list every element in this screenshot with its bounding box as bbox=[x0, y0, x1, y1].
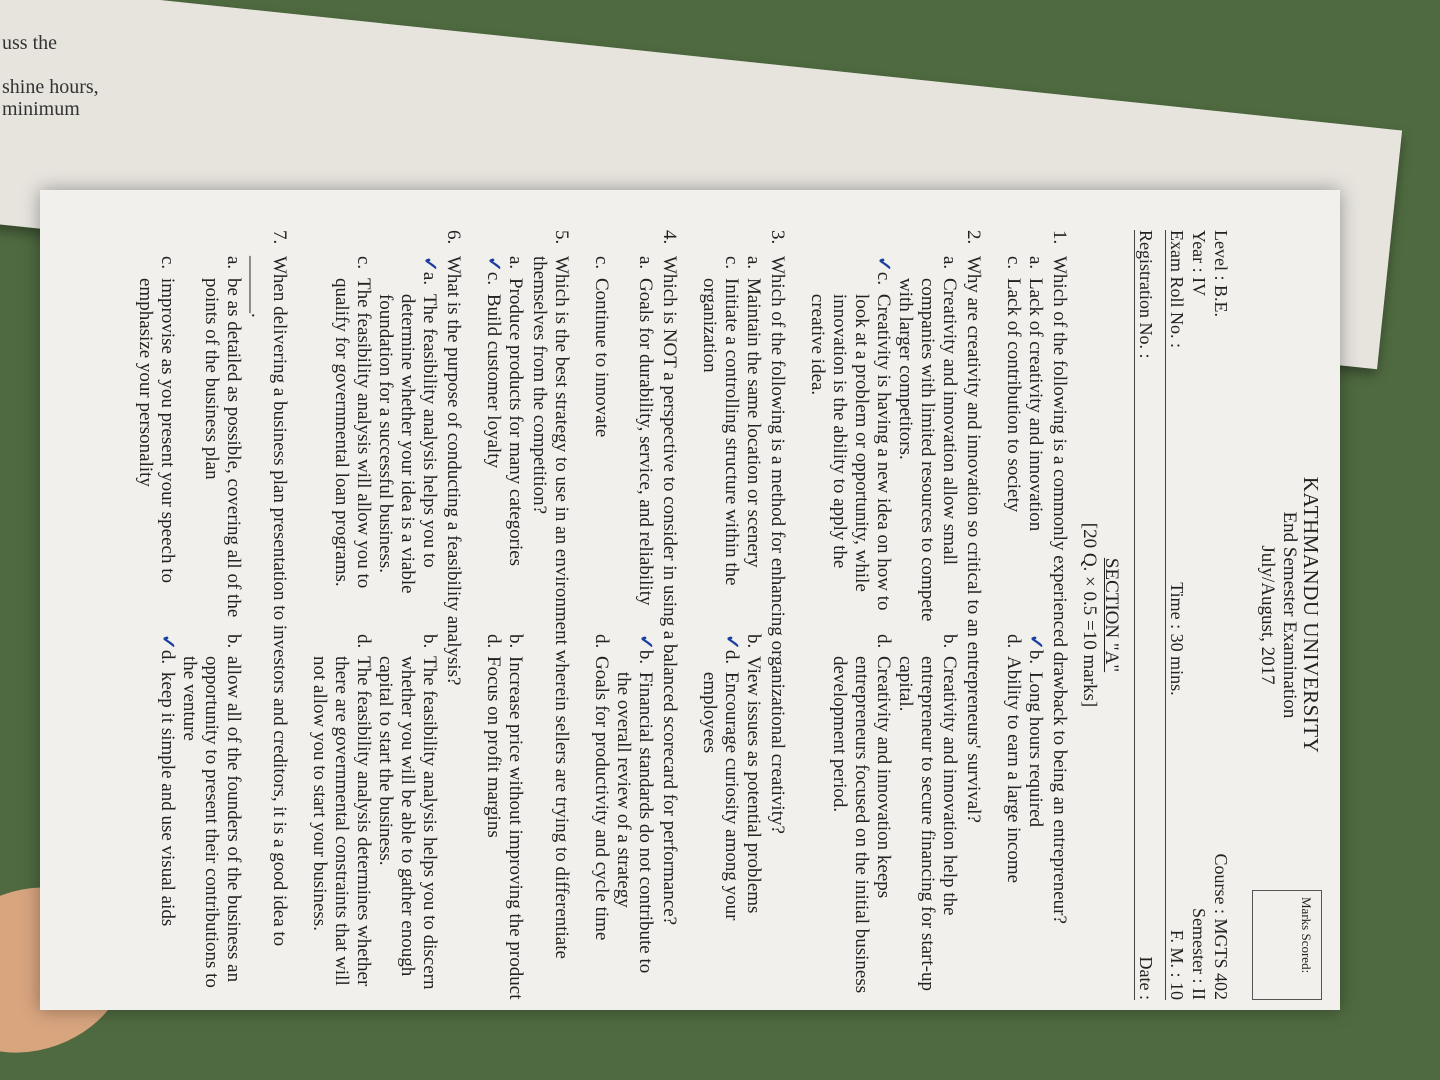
option bbox=[806, 256, 894, 622]
option bbox=[308, 634, 374, 1000]
option bbox=[612, 634, 656, 1000]
option-text: Produce products for many categories bbox=[505, 278, 526, 567]
option-letter: c. bbox=[591, 256, 612, 270]
question-number: 3. bbox=[767, 230, 788, 245]
option-text: Focus on profit margins bbox=[483, 656, 504, 838]
option-letter: c. bbox=[721, 256, 742, 270]
option-text: Encourage curiosity among your employees bbox=[699, 671, 742, 921]
option-text: be as detailed as possible, covering all of the points of the business plan bbox=[201, 278, 244, 618]
question-text: Which of the following is a method for enhancing organizational creativity? bbox=[767, 256, 788, 834]
option-text: keep it simple and use visual aids bbox=[157, 671, 178, 927]
check-icon: ✓ bbox=[873, 256, 894, 272]
option bbox=[178, 634, 244, 1000]
option-letter: b. bbox=[419, 634, 440, 649]
option-letter: a. bbox=[1025, 256, 1046, 270]
question bbox=[576, 230, 680, 1000]
option-text: Maintain the same location or scenery bbox=[743, 278, 764, 568]
question-number: 2. bbox=[963, 230, 984, 245]
option-text: allow all of the founders of the business an opportunity to present their contributions to the venture bbox=[179, 656, 244, 988]
check-icon: ✓ bbox=[483, 256, 504, 272]
option-text: Goals for durability, service, and reliability bbox=[635, 278, 656, 606]
exam-roll: Exam Roll No. : bbox=[1167, 230, 1187, 348]
question bbox=[294, 230, 464, 1000]
question-number: 7. bbox=[269, 230, 290, 245]
option bbox=[894, 634, 960, 1000]
option-letter: a. bbox=[743, 256, 764, 270]
option bbox=[612, 256, 656, 622]
option bbox=[504, 256, 526, 622]
option bbox=[698, 634, 742, 1000]
option-letter: d. bbox=[353, 634, 374, 649]
option-letter: d. bbox=[157, 649, 178, 665]
option-text: Increase price without improving the product bbox=[505, 656, 526, 1000]
course: Course : MGTS 402 bbox=[1211, 853, 1231, 1000]
option-text: Creativity and innovation keeps entrepreneurs focused on the initial business development period. bbox=[829, 656, 894, 994]
option bbox=[1002, 634, 1024, 1000]
option-letter: d. bbox=[721, 649, 742, 665]
paper-content bbox=[135, 230, 1323, 1000]
full-marks: F. M. : 10 bbox=[1167, 929, 1187, 1000]
edge-text-2: shine hours, bbox=[2, 76, 99, 98]
question-text: When delivering a business plan presentation to investors and creditors, it is a good idea to ______. bbox=[247, 256, 290, 947]
option-letter: c. bbox=[157, 256, 178, 270]
option bbox=[742, 634, 764, 1000]
option bbox=[374, 634, 440, 1000]
option bbox=[590, 634, 612, 1000]
question bbox=[684, 230, 788, 1000]
option-letter: b. bbox=[505, 634, 526, 649]
option-letter: b. bbox=[939, 634, 960, 649]
option bbox=[806, 634, 894, 1000]
option-letter: b. bbox=[223, 634, 244, 649]
exam-type: End Semester Examination bbox=[1279, 511, 1300, 719]
option-letter: d. bbox=[873, 634, 894, 649]
edge-text-3: minimum bbox=[2, 98, 80, 120]
question-number: 6. bbox=[443, 230, 464, 245]
option-text: Creativity and innovation allow small companies with limited resources to compete with larger competitors. bbox=[895, 278, 960, 622]
option bbox=[590, 256, 612, 622]
option-text: Build customer loyalty bbox=[483, 293, 504, 469]
question-text: Which is the best strategy to use in an environment wherein sellers are trying to differentiate themselves from the competition? bbox=[529, 256, 572, 959]
exam-paper bbox=[40, 190, 1340, 1010]
option-letter: c. bbox=[353, 256, 374, 270]
year: Year : IV bbox=[1189, 230, 1209, 297]
option bbox=[1024, 256, 1046, 622]
section-heading bbox=[1078, 230, 1122, 1000]
date: Date : bbox=[1136, 956, 1156, 1000]
marks-scored-box bbox=[1252, 890, 1322, 1000]
option bbox=[1024, 634, 1046, 1000]
marks-scored-label: Marks Scored: bbox=[1299, 897, 1314, 974]
option-text: Creativity is having a new idea on how to look at a problem or opportunity, while innovation is the ability to apply the creative idea. bbox=[807, 293, 894, 611]
option bbox=[698, 256, 742, 622]
option-letter: b. bbox=[1025, 649, 1046, 665]
semester: Semester : II bbox=[1189, 908, 1209, 1000]
option bbox=[1002, 256, 1024, 622]
option-text: View issues as potential problems bbox=[743, 656, 764, 914]
question-text: What is the purpose of conducting a feasibility analysis? bbox=[443, 256, 464, 686]
option-letter: d. bbox=[483, 634, 504, 649]
option-text: Goals for productivity and cycle time bbox=[591, 656, 612, 941]
section-marks: [20 Q. × 0.5 =10 marks] bbox=[1079, 522, 1100, 708]
option-letter: a. bbox=[505, 256, 526, 270]
university-name: KATHMANDU UNIVERSITY bbox=[1299, 476, 1323, 754]
check-icon: ✓ bbox=[419, 256, 440, 272]
question-number: 4. bbox=[659, 230, 680, 245]
option-text: Lack of contribution to society bbox=[1003, 278, 1024, 513]
check-icon: ✓ bbox=[157, 634, 178, 650]
option-text: The feasibility analysis helps you to determine whether your idea is a viable foundation for a successful business. bbox=[375, 293, 440, 594]
option-letter: a. bbox=[635, 256, 656, 270]
option bbox=[308, 256, 374, 622]
option-letter: c. bbox=[1003, 256, 1024, 270]
option-letter: b. bbox=[743, 634, 764, 649]
option-text: The feasibility analysis determines whether there are governmental constraints that will not allow you to start your business. bbox=[309, 656, 374, 987]
check-icon: ✓ bbox=[635, 634, 656, 650]
option-text: Financial standards do not contribute to the overall review of a strategy bbox=[613, 671, 656, 974]
option bbox=[134, 256, 178, 622]
option-letter: a. bbox=[419, 271, 440, 286]
option-letter: a. bbox=[939, 256, 960, 270]
question-list bbox=[116, 230, 1070, 1000]
option bbox=[374, 256, 440, 622]
option-text: improvise as you present your speech to emphasize your personality bbox=[135, 278, 178, 583]
exam-session: July/August, 2017 bbox=[1257, 545, 1278, 685]
option-letter: b. bbox=[635, 649, 656, 665]
question-number: 5. bbox=[551, 230, 572, 245]
option-letter: c. bbox=[483, 271, 504, 286]
edge-text-1: uss the bbox=[2, 32, 57, 54]
question bbox=[988, 230, 1070, 1000]
question-text: Which of the following is a commonly experienced drawback to being an entrepreneur? bbox=[1049, 256, 1070, 924]
option-letter: c. bbox=[873, 271, 894, 286]
question bbox=[468, 230, 572, 1000]
option-letter: a. bbox=[223, 256, 244, 270]
registration: Registration No. : bbox=[1136, 230, 1156, 359]
option bbox=[482, 256, 504, 622]
option-text: Lack of creativity and innovation bbox=[1025, 278, 1046, 532]
question-number: 1. bbox=[1049, 230, 1070, 245]
option-text: Ability to earn a large income bbox=[1003, 656, 1024, 884]
option bbox=[894, 256, 960, 622]
exam-header bbox=[1256, 230, 1322, 1000]
question bbox=[792, 230, 984, 1000]
option-text: Long hours required bbox=[1025, 671, 1046, 828]
option bbox=[504, 634, 526, 1000]
option bbox=[742, 256, 764, 622]
check-icon: ✓ bbox=[1025, 634, 1046, 650]
check-icon: ✓ bbox=[721, 634, 742, 650]
level: Level : B.E. bbox=[1211, 230, 1231, 317]
option-text: The feasibility analysis will allow you to qualify for governmental loan programs. bbox=[331, 278, 374, 589]
question bbox=[120, 230, 290, 1000]
question-text: Which is NOT a perspective to consider in using a balanced scorecard for performance? bbox=[659, 256, 680, 926]
option-text: Creativity and innovation help the entrepreneur to secure financing for start-up capital. bbox=[895, 656, 960, 991]
option bbox=[134, 634, 178, 1000]
option bbox=[178, 256, 244, 622]
option-text: Initiate a controlling structure within the organization bbox=[699, 278, 742, 586]
section-title: SECTION "A" bbox=[1101, 557, 1122, 673]
option-text: The feasibility analysis helps you to discern whether you will be able to gather enough capital to start the business. bbox=[375, 656, 440, 990]
exam-meta bbox=[1134, 230, 1232, 1000]
option-letter: d. bbox=[591, 634, 612, 649]
option-text: Continue to innovate bbox=[591, 278, 612, 438]
time: Time : 30 mins. bbox=[1167, 582, 1187, 696]
option-letter: d. bbox=[1003, 634, 1024, 649]
option bbox=[482, 634, 504, 1000]
question-text: Why are creativity and innovation so critical to an entrepreneurs' survival? bbox=[963, 256, 984, 823]
